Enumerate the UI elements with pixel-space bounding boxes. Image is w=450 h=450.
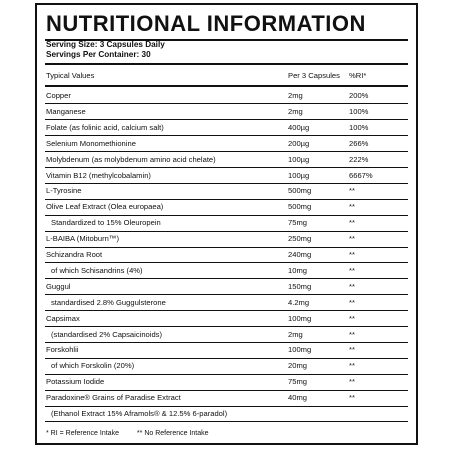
nutrient-name: L-Tyrosine [46, 186, 82, 196]
nutrient-ri: 100% [349, 106, 369, 116]
nutrient-name: Manganese [46, 106, 86, 116]
nutrient-amount: 240mg [288, 250, 312, 259]
table-row [46, 374, 408, 390]
table-row [46, 136, 408, 152]
nutrient-amount: 75mg [288, 377, 307, 387]
nutrient-amount: 40mg [288, 393, 307, 403]
col-header-typical-values: Typical Values [46, 71, 95, 80]
serving-size: Serving Size: 3 Capsules Daily [46, 40, 165, 49]
footnotes [46, 429, 209, 439]
nutrient-amount: 200µg [288, 138, 310, 148]
table-row [46, 231, 408, 247]
nutrient-amount: 250mg [288, 234, 312, 244]
nutrient-name: (Ethanol Extract 15% Aframols® & 12.5% 6-paradol) [51, 409, 228, 418]
table-row [46, 358, 408, 374]
panel-title: NUTRITIONAL INFORMATION [46, 11, 366, 36]
nutrition-panel [35, 3, 418, 445]
row-divider [45, 421, 408, 422]
nutrient-ri: 200% [349, 91, 369, 100]
servings-divider [45, 63, 408, 65]
nutrient-ri: ** [349, 329, 355, 339]
table-row [46, 88, 408, 104]
table-row [46, 390, 408, 406]
table-row [46, 406, 408, 422]
nutrient-ri: 266% [349, 138, 369, 148]
header-divider [45, 85, 408, 87]
nutrient-ri: ** [349, 393, 355, 403]
nutrient-amount: 100µg [288, 170, 310, 180]
nutrient-name: Forskohlii [46, 345, 79, 355]
footnote-no-ri: ** No Reference Intake [136, 430, 209, 437]
table-row [46, 183, 408, 199]
table-row [46, 152, 408, 168]
nutrient-name: Folate (as folinic acid, calcium salt) [46, 122, 164, 132]
nutrient-ri: ** [349, 361, 355, 371]
nutrient-amount: 100mg [288, 345, 312, 355]
nutrient-amount: 20mg [288, 361, 307, 371]
nutrient-name: standardised 2.8% Guggulsterone [51, 297, 166, 307]
nutrient-ri: ** [349, 265, 355, 275]
nutrient-name: Capsimax [46, 313, 80, 323]
table-row [46, 168, 408, 184]
nutrient-ri: 222% [349, 154, 369, 164]
table-row [46, 263, 408, 279]
nutrient-name: of which Schisandrins (4%) [51, 265, 143, 275]
table-row [46, 295, 408, 311]
nutrient-ri: ** [349, 297, 355, 307]
table-row [46, 279, 408, 295]
table-row [46, 199, 408, 215]
nutrient-ri: 100% [349, 122, 369, 132]
nutrient-ri: ** [349, 218, 355, 228]
nutrient-amount: 150mg [288, 281, 312, 291]
table-row [46, 311, 408, 327]
nutrient-amount: 2mg [288, 91, 303, 100]
nutrient-ri: ** [349, 345, 355, 355]
nutrient-amount: 2mg [288, 106, 303, 116]
table-row [46, 104, 408, 120]
col-header-per-3-capsules: Per 3 Capsules [288, 71, 340, 80]
nutrient-ri: ** [349, 281, 355, 291]
nutrient-name: Paradoxine® Grains of Paradise Extract [46, 393, 181, 403]
col-header-ri: %RI* [349, 71, 367, 80]
nutrient-ri: ** [349, 202, 355, 212]
nutrient-ri: ** [349, 186, 355, 196]
nutrient-amount: 2mg [288, 329, 303, 339]
nutrient-name: Olive Leaf Extract (Olea europaea) [46, 202, 164, 212]
table-row [46, 120, 408, 136]
nutrient-amount: 75mg [288, 218, 307, 228]
nutrient-name: Molybdenum (as molybdenum amino acid chelate) [46, 154, 216, 164]
nutrient-ri: 6667% [349, 170, 373, 180]
servings-per-container: Servings Per Container: 30 [46, 50, 151, 59]
nutrient-ri: ** [349, 234, 355, 244]
nutrient-name: L-BAIBA (Mitoburn™) [46, 234, 120, 244]
nutrient-name: Selenium Monomethionine [46, 138, 136, 148]
nutrient-ri: ** [349, 313, 355, 323]
table-header [46, 68, 408, 84]
nutrient-name: Guggul [46, 281, 71, 291]
nutrient-name: Standardized to 15% Oleuropein [51, 218, 161, 228]
table-row [46, 327, 408, 343]
nutrient-amount: 500mg [288, 186, 312, 196]
nutrient-name: Vitamin B12 (methylcobalamin) [46, 170, 151, 180]
nutrient-name: Copper [46, 91, 71, 100]
nutrient-ri: ** [349, 377, 355, 387]
nutrient-amount: 4.2mg [288, 297, 310, 307]
table-row [46, 215, 408, 231]
nutrient-amount: 500mg [288, 202, 312, 212]
nutrient-name: Potassium Iodide [46, 377, 105, 387]
nutrient-amount: 100mg [288, 313, 312, 323]
nutrient-name: Schizandra Root [46, 250, 103, 259]
table-row [46, 247, 408, 263]
nutrient-name: of which Forskolin (20%) [51, 361, 135, 371]
footnote-ri: * RI = Reference Intake [46, 430, 119, 437]
nutrient-amount: 10mg [288, 265, 307, 275]
nutrient-amount: 100µg [288, 154, 310, 164]
table-row [46, 342, 408, 358]
nutrient-amount: 400µg [288, 122, 310, 132]
nutrient-name: (standardised 2% Capsaicinoids) [51, 329, 163, 339]
nutrient-ri: ** [349, 250, 355, 259]
